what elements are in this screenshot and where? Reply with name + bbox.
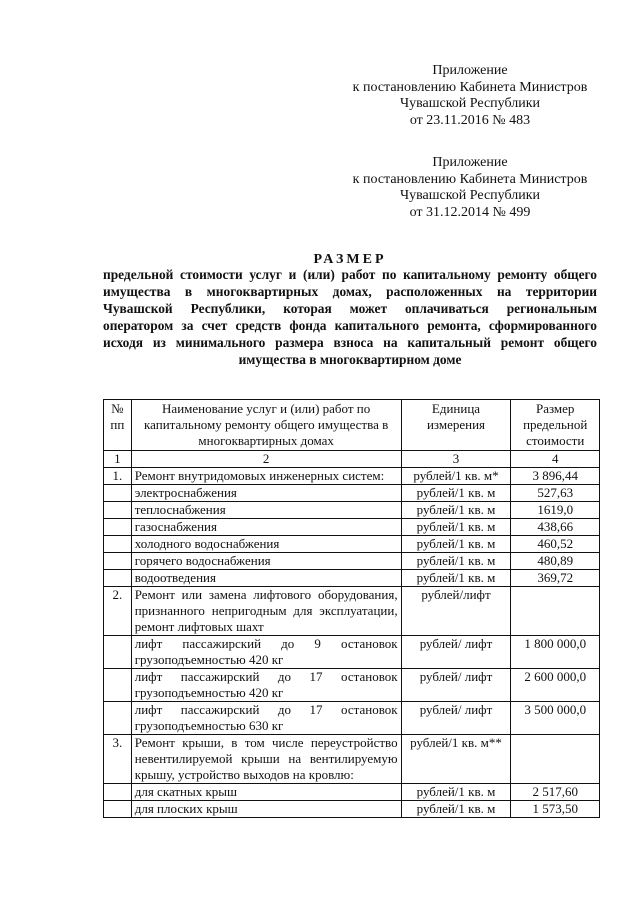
appendix-decree-ref: к постановлению Кабинета Министров: [352, 79, 588, 95]
table-row: [104, 587, 600, 636]
row-number: 3.: [104, 735, 132, 784]
table-row: [104, 570, 600, 587]
row-unit: рублей/1 кв. м: [401, 502, 511, 519]
row-value: [511, 587, 600, 636]
row-service-name: лифт пассажирский до 9 остановок грузоподъемностью 420 кг: [131, 636, 401, 669]
column-number: 3: [401, 451, 511, 468]
header-name: Наименование услуг и (или) работ по капитальному ремонту общего имущества в многоквартирных домах: [131, 400, 401, 451]
row-value: 480,89: [511, 553, 600, 570]
row-service-name: для скатных крыш: [131, 784, 401, 801]
table-row: [104, 669, 600, 702]
row-number: [104, 784, 132, 801]
row-value: [511, 735, 600, 784]
appendix-block-previous: [330, 155, 610, 221]
row-unit: рублей/1 кв. м*: [401, 468, 511, 485]
row-unit: рублей/1 кв. м: [401, 485, 511, 502]
row-value: 2 600 000,0: [511, 669, 600, 702]
appendix-republic: Чувашской Республики: [399, 188, 541, 203]
row-number: 2.: [104, 587, 132, 636]
row-unit: рублей/ лифт: [401, 636, 511, 669]
table-row: [104, 636, 600, 669]
table-row: [104, 801, 600, 818]
appendix-date-number: от 23.11.2016 № 483: [409, 112, 531, 128]
table-row: [104, 702, 600, 735]
row-service-name: водоотведения: [131, 570, 401, 587]
appendix-label: Приложение: [432, 155, 508, 170]
appendix-date-number: от 31.12.2014 № 499: [409, 204, 531, 220]
row-value: 3 500 000,0: [511, 702, 600, 735]
price-table: [103, 399, 600, 818]
row-service-name: Ремонт внутридомовых инженерных систем:: [131, 468, 401, 485]
row-service-name: электроснабжения: [131, 485, 401, 502]
row-service-name: газоснабжения: [131, 519, 401, 536]
row-value: 3 896,44: [511, 468, 600, 485]
column-number: 4: [511, 451, 600, 468]
header-size: Размер предельной стоимости: [511, 400, 600, 451]
appendix-decree-ref: к постановлению Кабинета Министров: [352, 171, 588, 187]
column-number: 1: [104, 451, 132, 468]
header-number: № пп: [104, 400, 132, 451]
table-row: [104, 735, 600, 784]
row-number: [104, 669, 132, 702]
row-number: [104, 502, 132, 519]
row-value: 438,66: [511, 519, 600, 536]
header-unit: Единица измерения: [401, 400, 511, 451]
row-value: 1 573,50: [511, 801, 600, 818]
table-row: [104, 502, 600, 519]
row-unit: рублей/1 кв. м: [401, 536, 511, 553]
appendix-block-current: [330, 63, 610, 129]
row-number: [104, 570, 132, 587]
row-value: 460,52: [511, 536, 600, 553]
row-service-name: для плоских крыш: [131, 801, 401, 818]
document-title: РАЗМЕР: [313, 252, 387, 267]
document-subtitle: предельной стоимости услуг и (или) работ по капитальному ремонту общего имущества в многоквартирных домах, расположенных на территории Чувашской Республики, которая может оплачиваться региональным оператором за счет средств фонда капитального ремонта, сформированного исходя из минимального размера взноса на капитальный ремонт общего имущества в многоквартирном доме: [103, 267, 597, 367]
row-service-name: лифт пассажирский до 17 остановок грузоподъемностью 420 кг: [131, 669, 401, 702]
row-unit: рублей/лифт: [401, 587, 511, 636]
table-row: [104, 784, 600, 801]
row-unit: рублей/ лифт: [401, 702, 511, 735]
table-row: [104, 519, 600, 536]
row-service-name: теплоснабжения: [131, 502, 401, 519]
row-number: [104, 636, 132, 669]
row-service-name: лифт пассажирский до 17 остановок грузоподъемностью 630 кг: [131, 702, 401, 735]
row-number: [104, 485, 132, 502]
row-unit: рублей/1 кв. м: [401, 570, 511, 587]
row-service-name: горячего водоснабжения: [131, 553, 401, 570]
row-unit: рублей/1 кв. м: [401, 801, 511, 818]
table-row: [104, 536, 600, 553]
table-row: [104, 468, 600, 485]
row-value: 2 517,60: [511, 784, 600, 801]
row-service-name: Ремонт крыши, в том числе переустройство невентилируемой крыши на вентилируемую крышу, устройство выходов на кровлю:: [131, 735, 401, 784]
table-row: [104, 553, 600, 570]
appendix-label: Приложение: [432, 63, 508, 78]
row-value: 369,72: [511, 570, 600, 587]
appendix-republic: Чувашской Республики: [399, 96, 541, 111]
row-service-name: Ремонт или замена лифтового оборудования, признанного непригодным для эксплуатации, ремонт лифтовых шахт: [131, 587, 401, 636]
column-number: 2: [131, 451, 401, 468]
row-number: [104, 801, 132, 818]
row-value: 1 800 000,0: [511, 636, 600, 669]
row-unit: рублей/1 кв. м**: [401, 735, 511, 784]
row-number: [104, 536, 132, 553]
row-service-name: холодного водоснабжения: [131, 536, 401, 553]
table-header-row: [104, 400, 600, 451]
row-unit: рублей/1 кв. м: [401, 553, 511, 570]
row-unit: рублей/ лифт: [401, 669, 511, 702]
row-number: 1.: [104, 468, 132, 485]
row-unit: рублей/1 кв. м: [401, 519, 511, 536]
row-number: [104, 702, 132, 735]
table-row: [104, 485, 600, 502]
row-value: 1619,0: [511, 502, 600, 519]
row-number: [104, 519, 132, 536]
row-value: 527,63: [511, 485, 600, 502]
row-unit: рублей/1 кв. м: [401, 784, 511, 801]
row-number: [104, 553, 132, 570]
column-number-row: [104, 451, 600, 468]
